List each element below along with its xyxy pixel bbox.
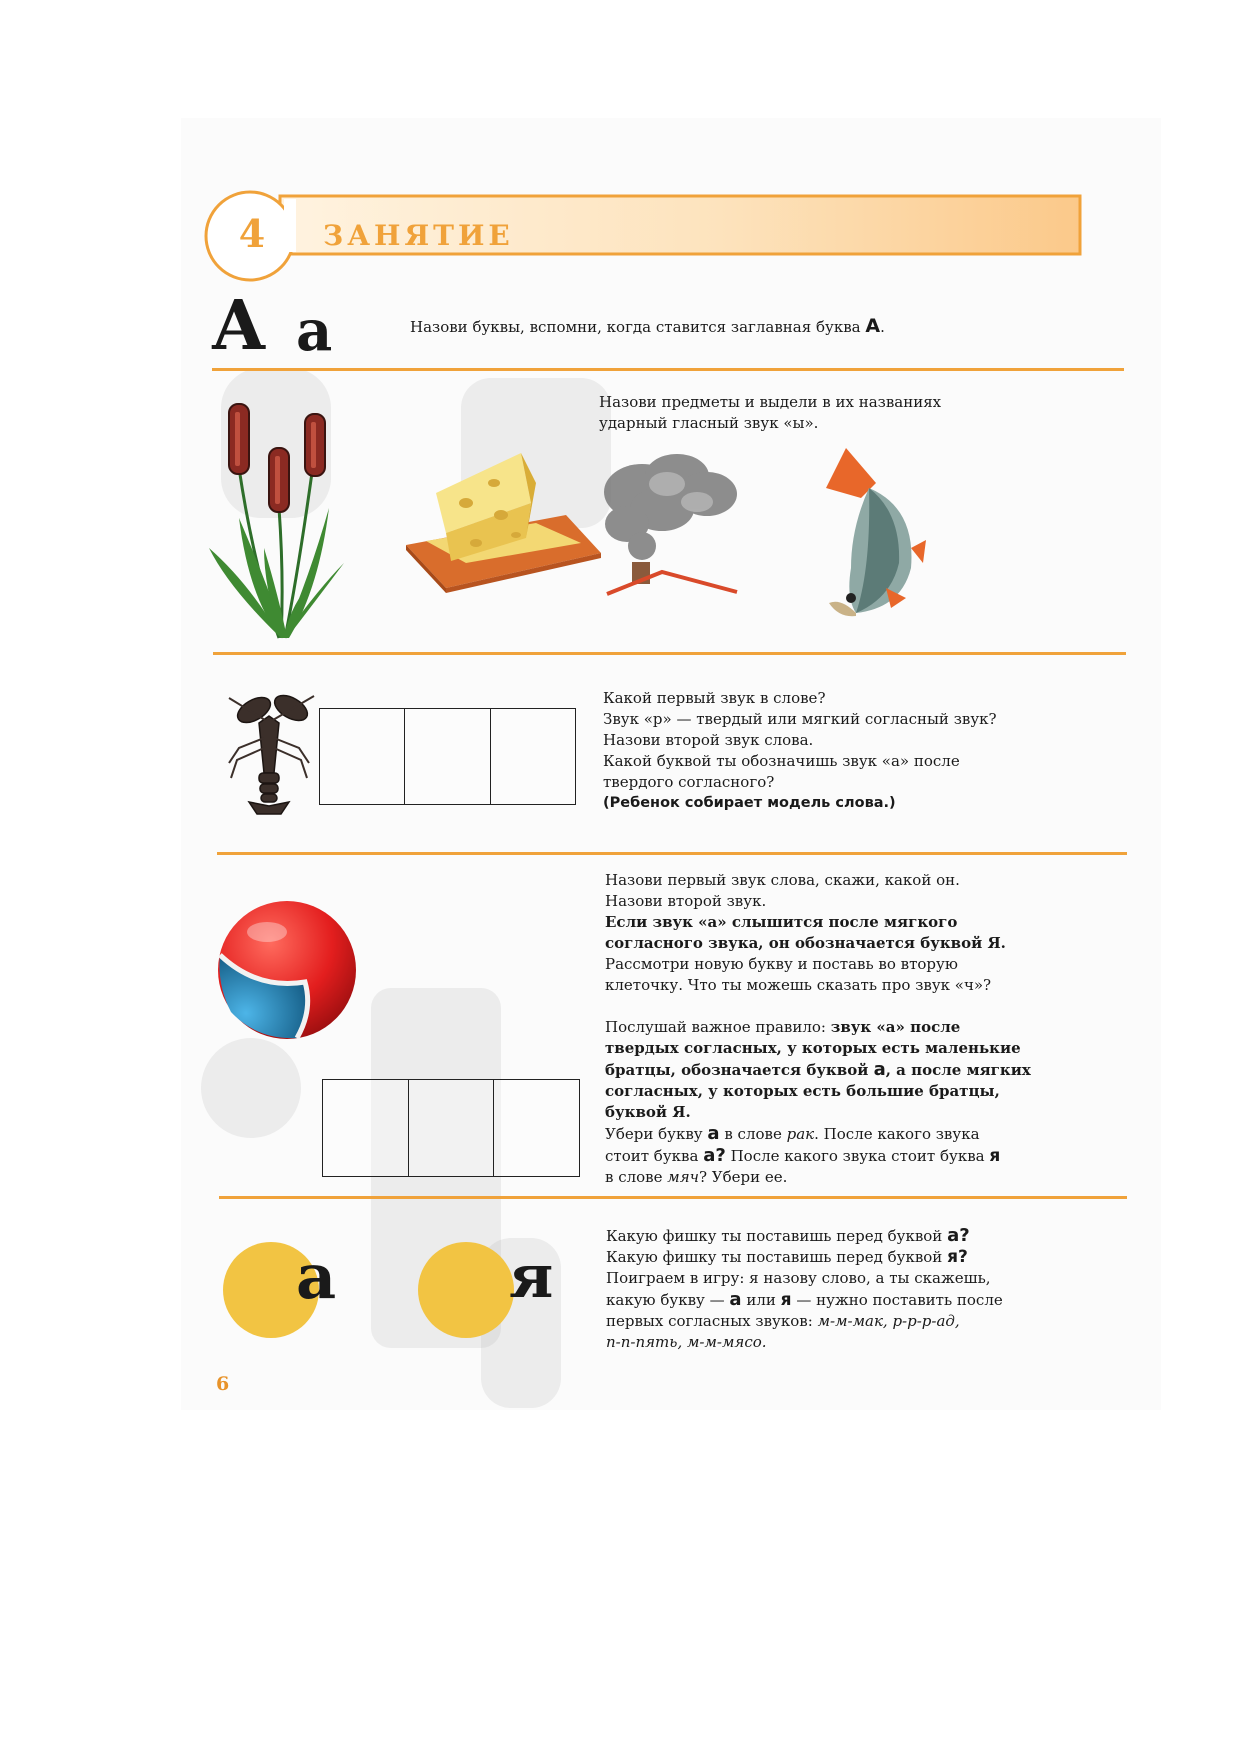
section3-line: (Ребенок собирает модель слова.): [603, 795, 896, 811]
sound-cell[interactable]: [409, 1080, 495, 1176]
sound-cell[interactable]: [494, 1080, 579, 1176]
section3-line: Какой первый звук в слове?: [603, 689, 826, 707]
sound-cell[interactable]: [491, 709, 575, 804]
instruction-text: Назови буквы, вспомни, когда ставится заглавная буква: [410, 318, 861, 336]
chip-letter-a: а: [296, 1240, 337, 1313]
letter-a: а?: [703, 1145, 726, 1166]
letter-ya: я: [780, 1290, 792, 1310]
divider: [219, 1196, 1127, 1199]
letter-lower: а: [296, 298, 333, 364]
page-number: 6: [216, 1373, 230, 1395]
cheese-illustration: [406, 453, 601, 593]
chip-letter-ya: я: [509, 1242, 554, 1312]
section4-line: [605, 1123, 1031, 1145]
word-myach: мяч: [667, 1168, 699, 1186]
letter-ya: я: [989, 1146, 1001, 1166]
section4-line: твердых согласных, у которых есть маленькие: [605, 1039, 1021, 1057]
smoke-chimney-illustration: [597, 454, 747, 604]
section5-text: Какую фишку ты поставишь перед буквой: [606, 1248, 943, 1266]
section4-line: [605, 1167, 1031, 1188]
section5-line: [606, 1289, 1003, 1311]
section4-line: Рассмотри новую букву и поставь во вторую: [605, 955, 958, 973]
section4-text: После какого звука стоит буква: [730, 1147, 985, 1165]
section3-line: твердого согласного?: [603, 773, 775, 791]
section3-line: Звук «р» — твердый или мягкий согласный звук?: [603, 710, 997, 728]
section2-line: Назови предметы и выдели в их названиях: [599, 393, 942, 411]
section4-line: буквой Я.: [605, 1103, 691, 1121]
section4-line: [605, 1059, 1031, 1081]
cattail-illustration: [209, 398, 349, 643]
section5-line: [606, 1247, 1003, 1268]
letter-a: а: [707, 1123, 720, 1144]
divider: [213, 652, 1126, 655]
example-words: м-м-мак, р-р-р-ад,: [817, 1312, 960, 1330]
lesson-number: 4: [238, 211, 266, 256]
section4-text: звук «а» после: [830, 1018, 961, 1036]
section5-line: [606, 1311, 1003, 1332]
sound-cell[interactable]: [405, 709, 490, 804]
section4-text: . После какого звука: [814, 1125, 980, 1143]
textbook-page: [181, 118, 1161, 1410]
section4-text: согласного звука, он обозначается буквой: [605, 934, 983, 952]
section5-instruction: [606, 1225, 1003, 1353]
section4-text: , а после мягких: [885, 1061, 1031, 1079]
section4-line: Назови второй звук.: [605, 892, 767, 910]
letter-ya: Я.: [987, 934, 1006, 952]
section4-line: Назови первый звук слова, скажи, какой он.: [605, 871, 960, 889]
section4-text: стоит буква: [605, 1147, 699, 1165]
letter-a: а: [873, 1059, 886, 1080]
section4-text: Послушай важное правило:: [605, 1018, 826, 1036]
section4-text: Убери букву: [605, 1125, 703, 1143]
section5-line: [606, 1332, 1003, 1353]
section2-instruction: [599, 392, 941, 434]
section4-text: братцы, обозначается буквой: [605, 1061, 869, 1079]
section4-line: Если звук «а» слышится после мягкого: [605, 913, 958, 931]
ball-illustration: [217, 900, 357, 1040]
divider: [217, 852, 1127, 855]
yellow-chip[interactable]: [418, 1242, 514, 1338]
word-model-boxes[interactable]: [319, 708, 576, 805]
section5-text: — нужно поставить после: [796, 1291, 1003, 1309]
section5-text: Какую фишку ты поставишь перед буквой: [606, 1227, 943, 1245]
section4-line: клеточку. Что ты можешь сказать про звук «ч»?: [605, 976, 992, 994]
instruction-end: .: [880, 318, 885, 336]
section5-text: какую букву —: [606, 1291, 725, 1309]
section4-line: согласных, у которых есть большие братцы,: [605, 1082, 1000, 1100]
divider: [212, 368, 1124, 371]
word-model-boxes[interactable]: [322, 1079, 580, 1177]
section2-line: ударный гласный звук «ы».: [599, 414, 819, 432]
section4-instruction: [605, 870, 1031, 1188]
word-rak: рак: [786, 1125, 815, 1143]
instruction-letter: А: [865, 315, 881, 337]
bleed-through-shape: [201, 1038, 301, 1138]
lesson-title: ЗАНЯТИЕ: [323, 219, 514, 252]
crayfish-illustration: [219, 688, 319, 816]
fish-illustration: [821, 448, 926, 618]
section4-text: в слове: [605, 1168, 663, 1186]
section5-line: [606, 1225, 1003, 1247]
section1-instruction: [410, 316, 885, 338]
section3-line: Назови второй звук слова.: [603, 731, 814, 749]
section5-line: Поиграем в игру: я назову слово, а ты скажешь,: [606, 1269, 991, 1287]
letter-upper: А: [211, 286, 267, 366]
section5-text: первых согласных звуков:: [606, 1312, 813, 1330]
sound-cell[interactable]: [323, 1080, 409, 1176]
section3-line: Какой буквой ты обозначишь звук «а» после: [603, 752, 960, 770]
section4-text: ? Убери ее.: [698, 1168, 788, 1186]
letter-a: а: [729, 1289, 742, 1310]
letter-ya: я?: [947, 1247, 968, 1267]
letter-a: а?: [947, 1225, 970, 1246]
example-words: п-п-пять, м-м-мясо.: [606, 1333, 767, 1351]
sound-cell[interactable]: [320, 709, 405, 804]
section4-line: [605, 1145, 1031, 1167]
section5-text: или: [746, 1291, 776, 1309]
section4-line: [605, 1017, 1031, 1038]
section3-instruction: [603, 688, 997, 814]
section4-text: в слове: [724, 1125, 782, 1143]
section4-line: [605, 933, 1031, 954]
